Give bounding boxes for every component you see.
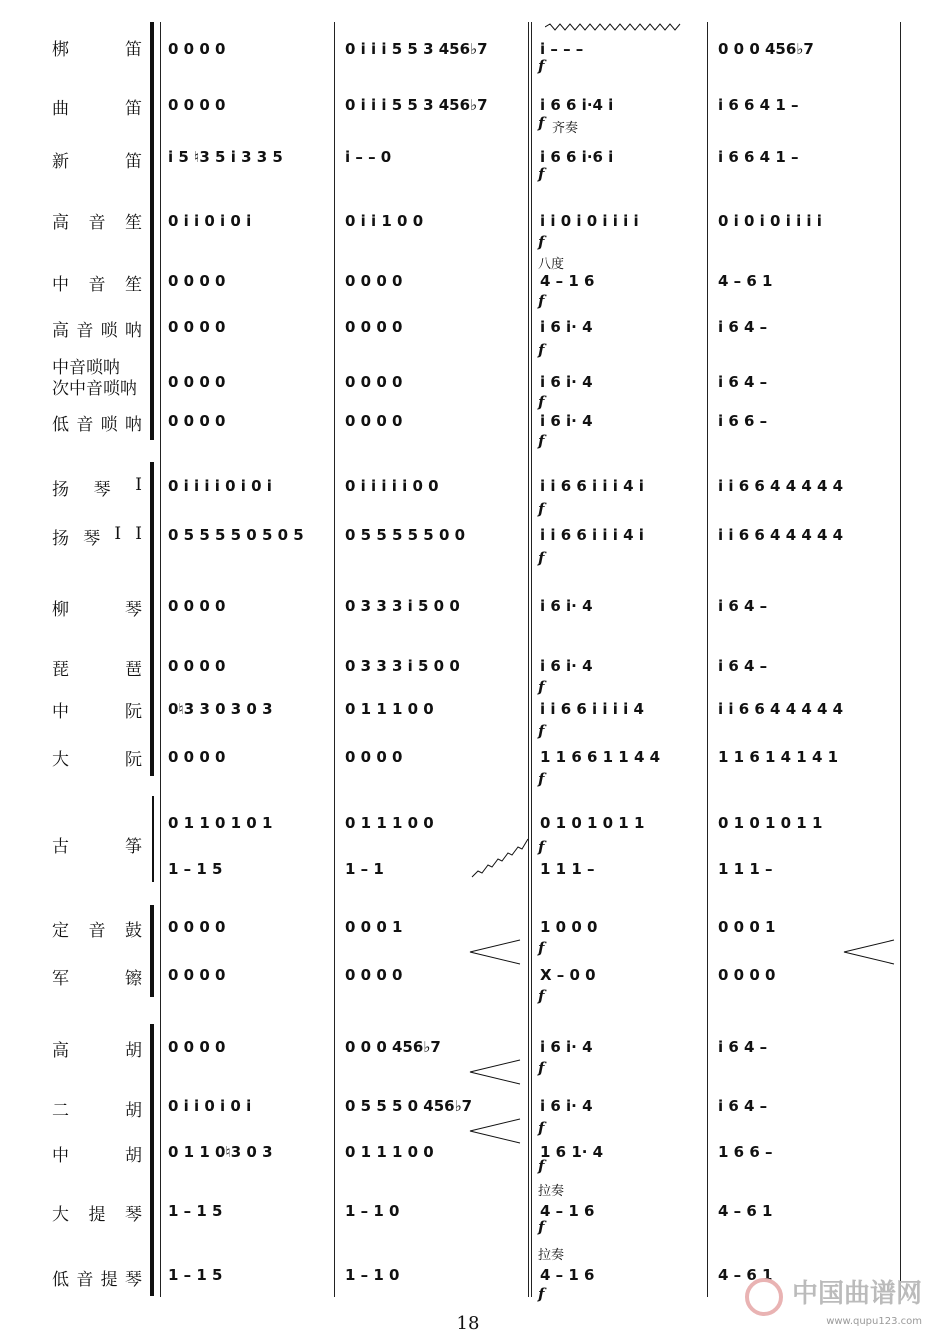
- measure-3: i 6 i· 4: [540, 1097, 593, 1115]
- instrument-name-char: 军: [52, 969, 69, 989]
- measure-2: 0 3 3 3 i 5 0 0: [345, 597, 460, 615]
- measure-4: i i 6 6 4 4 4 4 4: [718, 700, 844, 718]
- instrument-name-char: I: [135, 524, 142, 544]
- instrument-name-char: 胡: [125, 1101, 142, 1121]
- barline-4: [900, 22, 901, 1297]
- measure-1: 0 0 0 0: [168, 373, 226, 391]
- measure-4: i 6 4 –: [718, 1097, 768, 1115]
- measure-2: 1 – 1: [345, 860, 384, 878]
- measure-3: 4 – 1 6: [540, 272, 595, 290]
- instrument-name-char: 阮: [125, 750, 142, 770]
- instrument-name-char: 胡: [125, 1146, 142, 1166]
- instrument-diyin_suona: [52, 410, 142, 435]
- dynamic-forte: f: [538, 233, 545, 251]
- measure-4: 0 0 0 0: [718, 966, 776, 984]
- barline-2b: [531, 22, 532, 1297]
- measure-1: 0 0 0 0: [168, 597, 226, 615]
- measure-4: 1 6 6 –: [718, 1143, 773, 1161]
- measure-1: 0 0 0 0: [168, 318, 226, 336]
- instrument-pipa: [52, 655, 142, 680]
- measure-3: 1 1 1 –: [540, 860, 595, 878]
- dynamic-forte: f: [538, 1218, 545, 1236]
- brace-guzheng: [152, 796, 154, 882]
- measure-3: 0 1 0 1 0 1 1: [540, 814, 645, 832]
- measure-1: 1 – 1 5: [168, 1202, 223, 1220]
- instrument-name-char: 笛: [125, 152, 142, 172]
- instrument-name-char: 中: [52, 1146, 69, 1166]
- measure-3: 4 – 1 6: [540, 1266, 595, 1284]
- instrument-name-char: 音: [88, 921, 106, 941]
- measure-2: 0 i i i 5 5 3 456♭7: [345, 40, 488, 58]
- instrument-qudi: [52, 94, 142, 119]
- instrument-name-char: 琴: [93, 480, 111, 500]
- bracket-plucked: [150, 462, 154, 776]
- dynamic-forte: f: [538, 1059, 545, 1077]
- measure-4: 4 – 6 1: [718, 1202, 773, 1220]
- instrument-name-char: 呐: [124, 415, 142, 435]
- measure-1: 0 0 0 0: [168, 96, 226, 114]
- instrument-name-char: 笙: [125, 213, 142, 233]
- measure-4: i 6 4 –: [718, 1038, 768, 1056]
- instrument-gaohu: [52, 1036, 142, 1061]
- bracket-percussion: [150, 905, 154, 997]
- instrument-name-char: 低: [52, 1270, 69, 1290]
- instrument-name-char: 曲: [52, 99, 69, 119]
- measure-2: 0 1 1 1 0 0: [345, 700, 434, 718]
- instrument-name-char: 高: [52, 213, 69, 233]
- barline-3: [707, 22, 708, 1297]
- instrument-diyin_tiqin: [52, 1265, 142, 1290]
- measure-1: 0 0 0 0: [168, 272, 226, 290]
- instrument-name-char: 音: [88, 275, 106, 295]
- dynamic-forte: f: [538, 678, 545, 696]
- measure-4: i i 6 6 4 4 4 4 4: [718, 526, 844, 544]
- measure-2: 0 0 0 0: [345, 966, 403, 984]
- instrument-name-char: 阮: [125, 702, 142, 722]
- measure-2: 0 5 5 5 5 5 0 0: [345, 526, 466, 544]
- measure-3: 4 – 1 6: [540, 1202, 595, 1220]
- instrument-name-char: 提: [100, 1270, 118, 1290]
- measure-4: i 6 4 –: [718, 597, 768, 615]
- instrument-xindi: [52, 147, 142, 172]
- instrument-name-char: 提: [88, 1205, 106, 1225]
- measure-1: 0 0 0 0: [168, 748, 226, 766]
- instrument-name-char: 琵: [52, 660, 69, 680]
- measure-2: 1 – 1 0: [345, 1266, 400, 1284]
- bracket-winds: [150, 22, 154, 440]
- instrument-name-char: 高: [52, 1041, 69, 1061]
- measure-1: 0 1 1 0♮3 0 3: [168, 1143, 273, 1161]
- measure-1: 0 i i i i 0 i 0 i: [168, 477, 272, 495]
- instrument-erhu: [52, 1096, 142, 1121]
- instrument-dingyingu: [52, 916, 142, 941]
- watermark-url: www.qupu123.com: [826, 1316, 922, 1327]
- instrument-name-char: 琶: [125, 660, 142, 680]
- instrument-guzheng: [52, 832, 142, 857]
- measure-2: 1 – 1 0: [345, 1202, 400, 1220]
- measure-3: i i 6 6 i i i 4 i: [540, 526, 644, 544]
- measure-2: 0 0 0 0: [345, 412, 403, 430]
- bracket-bowed: [150, 1024, 154, 1296]
- instrument-name-char: 新: [52, 152, 69, 172]
- measure-3: 1 1 6 6 1 1 4 4: [540, 748, 661, 766]
- crescendo-timpani: [468, 938, 522, 968]
- instrument-yangqin1: [52, 475, 142, 500]
- trill-line: [545, 22, 685, 32]
- dynamic-forte: f: [538, 114, 545, 132]
- instrument-name-char: 琴: [83, 529, 101, 549]
- measure-4: 1 1 1 –: [718, 860, 773, 878]
- instrument-name-char: I: [114, 524, 122, 544]
- measure-4: 4 – 6 1: [718, 1266, 773, 1284]
- glissando-mark: [470, 815, 530, 880]
- measure-1: i 5 ♮3 5 i 3 3 5: [168, 148, 283, 166]
- instrument-name-char: 古: [52, 837, 69, 857]
- dynamic-forte: f: [538, 549, 545, 567]
- measure-1: 0♮3 3 0 3 0 3: [168, 700, 273, 718]
- instrument-name-char: 琴: [125, 600, 142, 620]
- instrument-bangdi: [52, 35, 142, 60]
- instrument-name-char: 大: [52, 750, 69, 770]
- dynamic-forte: f: [538, 722, 545, 740]
- dynamic-forte: f: [538, 1157, 545, 1175]
- instrument-dadiqin: [52, 1200, 142, 1225]
- measure-3: i 6 6 i·6 i: [540, 148, 614, 166]
- dynamic-forte: f: [538, 57, 545, 75]
- measure-1: 0 i i 0 i 0 i: [168, 1097, 252, 1115]
- measure-3: i 6 6 i·4 i: [540, 96, 614, 114]
- dynamic-forte: f: [538, 165, 545, 183]
- measure-4: 1 1 6 1 4 1 4 1: [718, 748, 839, 766]
- dynamic-forte: f: [538, 838, 545, 856]
- measure-4: 4 – 6 1: [718, 272, 773, 290]
- measure-2: 0 i i i i i 0 0: [345, 477, 439, 495]
- instrument-name-char: 低: [52, 415, 69, 435]
- measure-1: 0 i i 0 i 0 i: [168, 212, 252, 230]
- measure-1: 1 – 1 5: [168, 1266, 223, 1284]
- page-number-text: 18: [456, 1313, 480, 1334]
- instrument-name-char: 呐: [124, 321, 142, 341]
- measure-4: 0 0 0 456♭7: [718, 40, 814, 58]
- barline-left: [160, 22, 161, 1297]
- instrument-name-char: 唢: [100, 415, 118, 435]
- watermark-brand: 中国曲谱网: [791, 1278, 922, 1309]
- instrument-name-char: 唢: [100, 321, 118, 341]
- instrument-zhongyin_sheng: [52, 270, 142, 295]
- measure-3: i 6 i· 4: [540, 597, 593, 615]
- instrument-name-char: 扬: [52, 480, 69, 500]
- dynamic-forte: f: [538, 1285, 545, 1303]
- measure-1: 0 0 0 0: [168, 412, 226, 430]
- dynamic-forte: f: [538, 432, 545, 450]
- crescendo-erhu: [468, 1117, 522, 1147]
- instrument-name-char: 筝: [125, 837, 142, 857]
- measure-4: i 6 6 4 1 –: [718, 148, 799, 166]
- instrument-junbo: [52, 964, 142, 989]
- barline-2: [528, 22, 529, 1297]
- measure-3: i 6 i· 4: [540, 318, 593, 336]
- instrument-name-char: 大: [52, 1205, 69, 1225]
- instrument-name-char: 中: [52, 702, 69, 722]
- measure-4: i 6 6 –: [718, 412, 768, 430]
- measure-2: 0 i i i 5 5 3 456♭7: [345, 96, 488, 114]
- measure-1: 1 – 1 5: [168, 860, 223, 878]
- measure-4: i 6 6 4 1 –: [718, 96, 799, 114]
- instrument-name-char: 中: [52, 275, 69, 295]
- instrument-name-char: 二: [52, 1101, 69, 1121]
- instrument-name-char: I: [135, 475, 142, 495]
- measure-2: 0 0 0 0: [345, 373, 403, 391]
- measure-3: X – 0 0: [540, 966, 596, 984]
- measure-4: i i 6 6 4 4 4 4 4: [718, 477, 844, 495]
- measure-1: 0 0 0 0: [168, 918, 226, 936]
- instrument-name-char: 鼓: [125, 921, 142, 941]
- instrument-daruan: [52, 745, 142, 770]
- dynamic-forte: f: [538, 292, 545, 310]
- instrument-name-char: 扬: [52, 529, 69, 549]
- watermark: [745, 1273, 922, 1328]
- measure-4: 0 i 0 i 0 i i i i: [718, 212, 822, 230]
- measure-1: 0 0 0 0: [168, 657, 226, 675]
- instrument-name-char: 音: [76, 321, 94, 341]
- measure-1: 0 5 5 5 5 0 5 0 5: [168, 526, 304, 544]
- dynamic-forte: f: [538, 1119, 545, 1137]
- instrument-name-char: 高: [52, 321, 69, 341]
- instrument-name-char: 音: [76, 415, 94, 435]
- measure-2: i – – 0: [345, 148, 392, 166]
- dynamic-forte: f: [538, 770, 545, 788]
- instrument-name: 次中音唢呐: [52, 379, 137, 399]
- measure-3: i 6 i· 4: [540, 1038, 593, 1056]
- watermark-logo-icon: [745, 1278, 783, 1316]
- instrument-gaoyin_sheng: [52, 208, 142, 233]
- measure-3: i i 0 i 0 i i i i: [540, 212, 639, 230]
- measure-3: i 6 i· 4: [540, 412, 593, 430]
- dynamic-forte: f: [538, 939, 545, 957]
- dynamic-forte: f: [538, 341, 545, 359]
- measure-3: i i 6 6 i i i i 4: [540, 700, 644, 718]
- instrument-name-char: 音: [76, 1270, 94, 1290]
- instrument-yangqin2: [52, 524, 142, 549]
- measure-1: 0 0 0 0: [168, 966, 226, 984]
- measure-2: 0 3 3 3 i 5 0 0: [345, 657, 460, 675]
- instrument-liuqin: [52, 595, 142, 620]
- measure-4: i 6 4 –: [718, 373, 768, 391]
- instrument-gaoyin_suona: [52, 316, 142, 341]
- measure-3: 1 6 1· 4: [540, 1143, 604, 1161]
- performance-annotation: 八度: [538, 257, 565, 272]
- measure-4: i 6 4 –: [718, 657, 768, 675]
- instrument-zhongyin_suona: [52, 358, 142, 400]
- measure-4: 0 1 0 1 0 1 1: [718, 814, 823, 832]
- crescendo-timpani-end: [842, 938, 896, 968]
- measure-3: i 6 i· 4: [540, 373, 593, 391]
- dynamic-forte: f: [538, 393, 545, 411]
- measure-4: i 6 4 –: [718, 318, 768, 336]
- measure-3: 1 0 0 0: [540, 918, 598, 936]
- instrument-name-char: 柳: [52, 600, 69, 620]
- measure-3: i i 6 6 i i i 4 i: [540, 477, 644, 495]
- measure-1: 0 0 0 0: [168, 40, 226, 58]
- instrument-name-char: 琴: [124, 1270, 142, 1290]
- instrument-name-char: 笙: [125, 275, 142, 295]
- instrument-name-char: 笛: [125, 40, 142, 60]
- measure-3: i – – –: [540, 40, 584, 58]
- instrument-name-char: 定: [52, 921, 69, 941]
- instrument-name-char: 琴: [125, 1205, 142, 1225]
- instrument-name: 中音唢呐: [52, 358, 120, 378]
- measure-3: i 6 i· 4: [540, 657, 593, 675]
- measure-2: 0 0 0 1: [345, 918, 403, 936]
- instrument-zhonghu: [52, 1141, 142, 1166]
- instrument-zhongruan: [52, 697, 142, 722]
- measure-2: 0 i i 1 0 0: [345, 212, 424, 230]
- measure-2: 0 0 0 0: [345, 748, 403, 766]
- performance-annotation: 拉奏: [538, 1184, 565, 1199]
- measure-1: 0 1 1 0 1 0 1: [168, 814, 273, 832]
- measure-2: 0 1 1 1 0 0: [345, 1143, 434, 1161]
- measure-2: 0 0 0 456♭7: [345, 1038, 441, 1056]
- measure-2: 0 0 0 0: [345, 272, 403, 290]
- measure-4: 0 0 0 1: [718, 918, 776, 936]
- crescendo-gaohu: [468, 1058, 522, 1088]
- performance-annotation: 拉奏: [538, 1248, 565, 1263]
- instrument-name-char: 梆: [52, 40, 69, 60]
- measure-2: 0 5 5 5 0 456♭7: [345, 1097, 473, 1115]
- barline-1: [334, 22, 335, 1297]
- measure-2: 0 0 0 0: [345, 318, 403, 336]
- measure-1: 0 0 0 0: [168, 1038, 226, 1056]
- measure-2: 0 1 1 1 0 0: [345, 814, 434, 832]
- instrument-name-char: 胡: [125, 1041, 142, 1061]
- performance-annotation: 齐奏: [552, 121, 579, 136]
- dynamic-forte: f: [538, 500, 545, 518]
- instrument-name-char: 笛: [125, 99, 142, 119]
- instrument-name-char: 音: [88, 213, 106, 233]
- dynamic-forte: f: [538, 987, 545, 1005]
- instrument-name-char: 镲: [125, 969, 142, 989]
